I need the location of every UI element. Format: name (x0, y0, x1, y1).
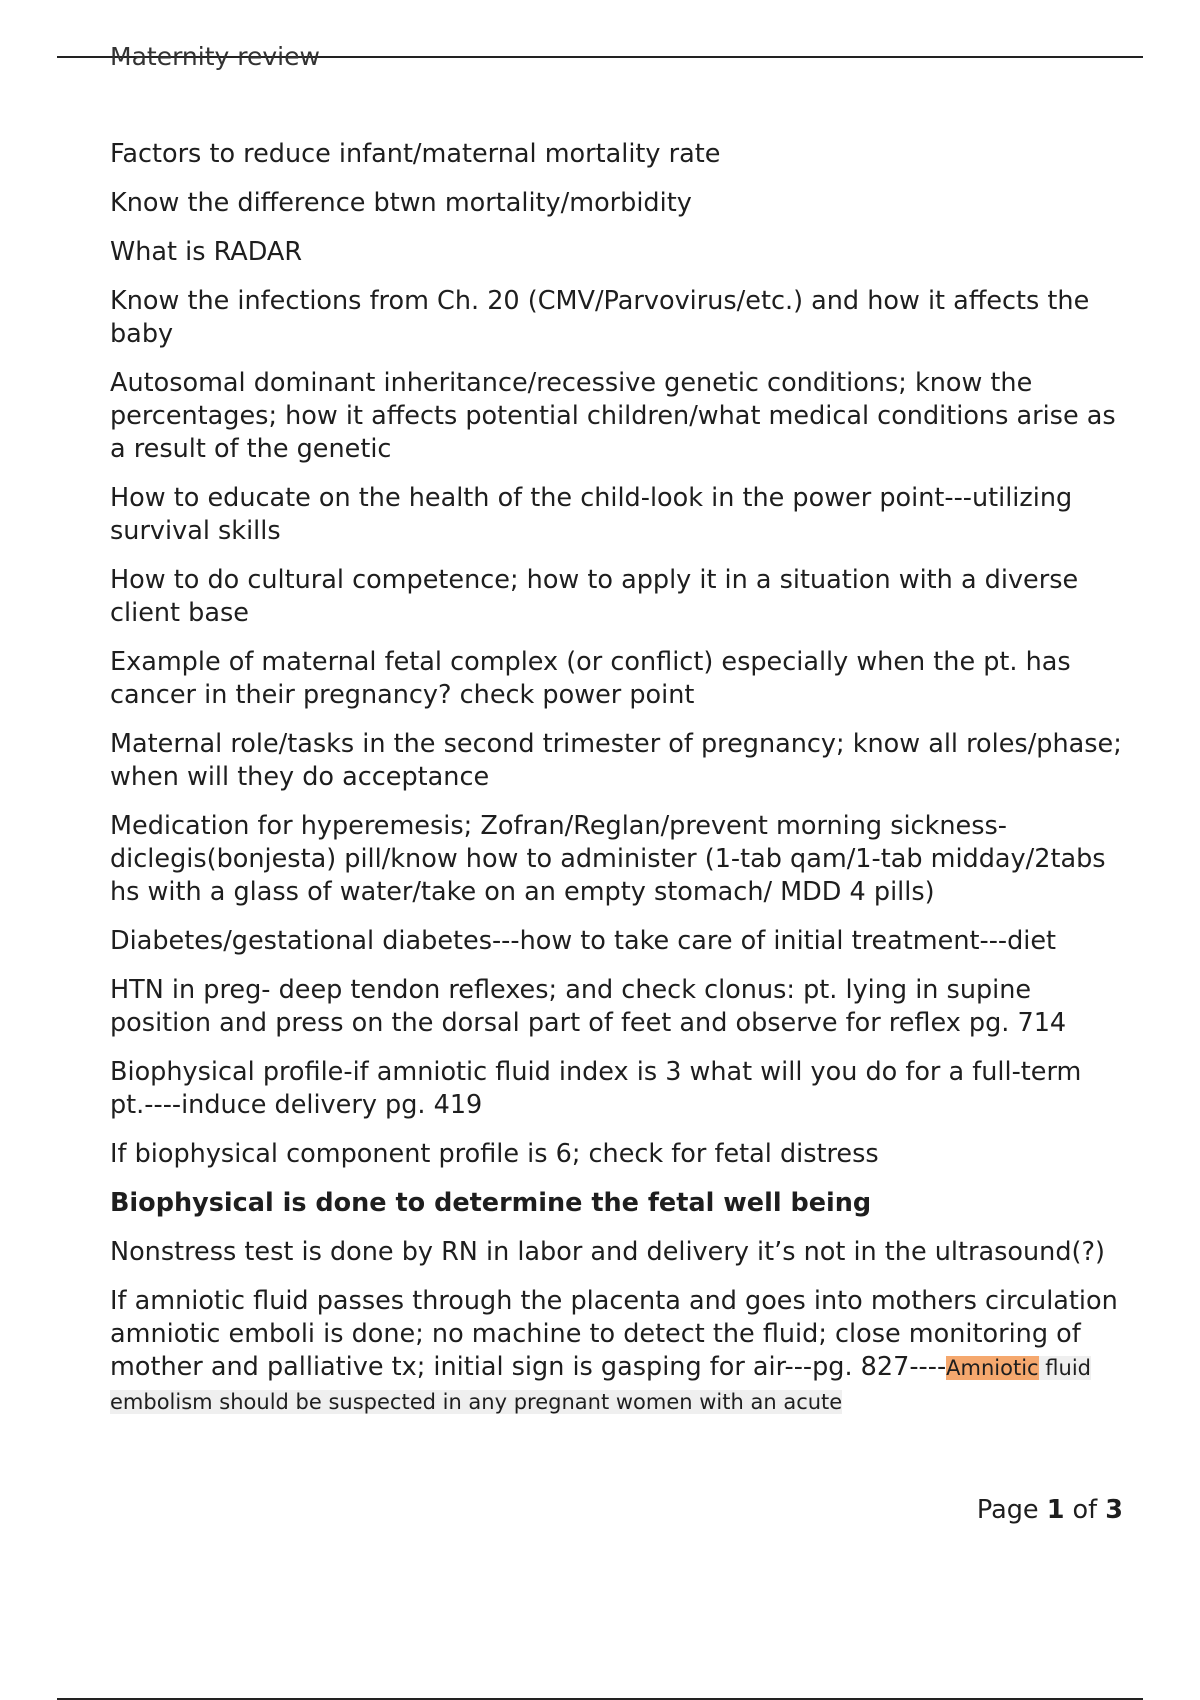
total-pages: 3 (1105, 1495, 1123, 1525)
review-item-last (110, 1285, 1130, 1419)
review-item: Diabetes/gestational diabetes---how to take care of initial treatment---diet (110, 926, 1057, 956)
document-header-title: Maternity review (110, 42, 320, 71)
review-item: Know the infections from Ch. 20 (CMV/Parvovirus/etc.) and how it affects the baby (110, 286, 1090, 349)
review-item: Example of maternal fetal complex (or conflict) especially when the pt. has cancer in their pregnancy? check power point (110, 647, 1071, 710)
page-label: Page (976, 1495, 1039, 1525)
review-item: Factors to reduce infant/maternal mortality rate (110, 139, 721, 169)
highlighted-word: Amniotic (946, 1356, 1039, 1380)
review-item: Maternal role/tasks in the second trimester of pregnancy; know all roles/phase; when will they do acceptance (110, 729, 1122, 792)
review-item: How to educate on the health of the child-look in the power point---utilizing survival skills (110, 483, 1073, 546)
review-item: Nonstress test is done by RN in labor and delivery it’s not in the ultrasound(?) (110, 1237, 1105, 1267)
review-item: Know the difference btwn mortality/morbidity (110, 188, 692, 218)
page-number (977, 1494, 1123, 1526)
document-body (110, 138, 1130, 1425)
review-item: Medication for hyperemesis; Zofran/Reglan/prevent morning sickness-diclegis(bonjesta) pill/know how to administer (1-tab qam/1-tab midday/2tabs hs with a glass of water/take on an empty stomach/ MDD 4 pills) (110, 811, 1106, 907)
of-label: of (1072, 1495, 1098, 1525)
last-item-text: If amniotic fluid passes through the placenta and goes into mothers circulation amniotic emboli is done; no machine to detect the fluid; close monitoring of mother and palliative tx; initial sign is gasping for air---pg. 827---- (110, 1286, 1118, 1382)
review-item: Biophysical profile-if amniotic fluid index is 3 what will you do for a full-term pt.----induce delivery pg. 419 (110, 1057, 1082, 1120)
highlighted-excerpt: fluid embolism should be suspected in any pregnant women with an acute (110, 1356, 1091, 1414)
current-page: 1 (1046, 1495, 1065, 1525)
review-item: How to do cultural competence; how to apply it in a situation with a diverse client base (110, 565, 1079, 628)
review-item: Autosomal dominant inheritance/recessive genetic conditions; know the percentages; how it affects potential children/what medical conditions arise as a result of the genetic (110, 368, 1116, 464)
bold-statement: Biophysical is done to determine the fetal well being (110, 1188, 872, 1218)
review-item: If biophysical component profile is 6; check for fetal distress (110, 1139, 879, 1169)
review-item: What is RADAR (110, 237, 303, 267)
review-item: HTN in preg- deep tendon reflexes; and check clonus: pt. lying in supine position and press on the dorsal part of feet and observe for reflex pg. 714 (110, 975, 1067, 1038)
